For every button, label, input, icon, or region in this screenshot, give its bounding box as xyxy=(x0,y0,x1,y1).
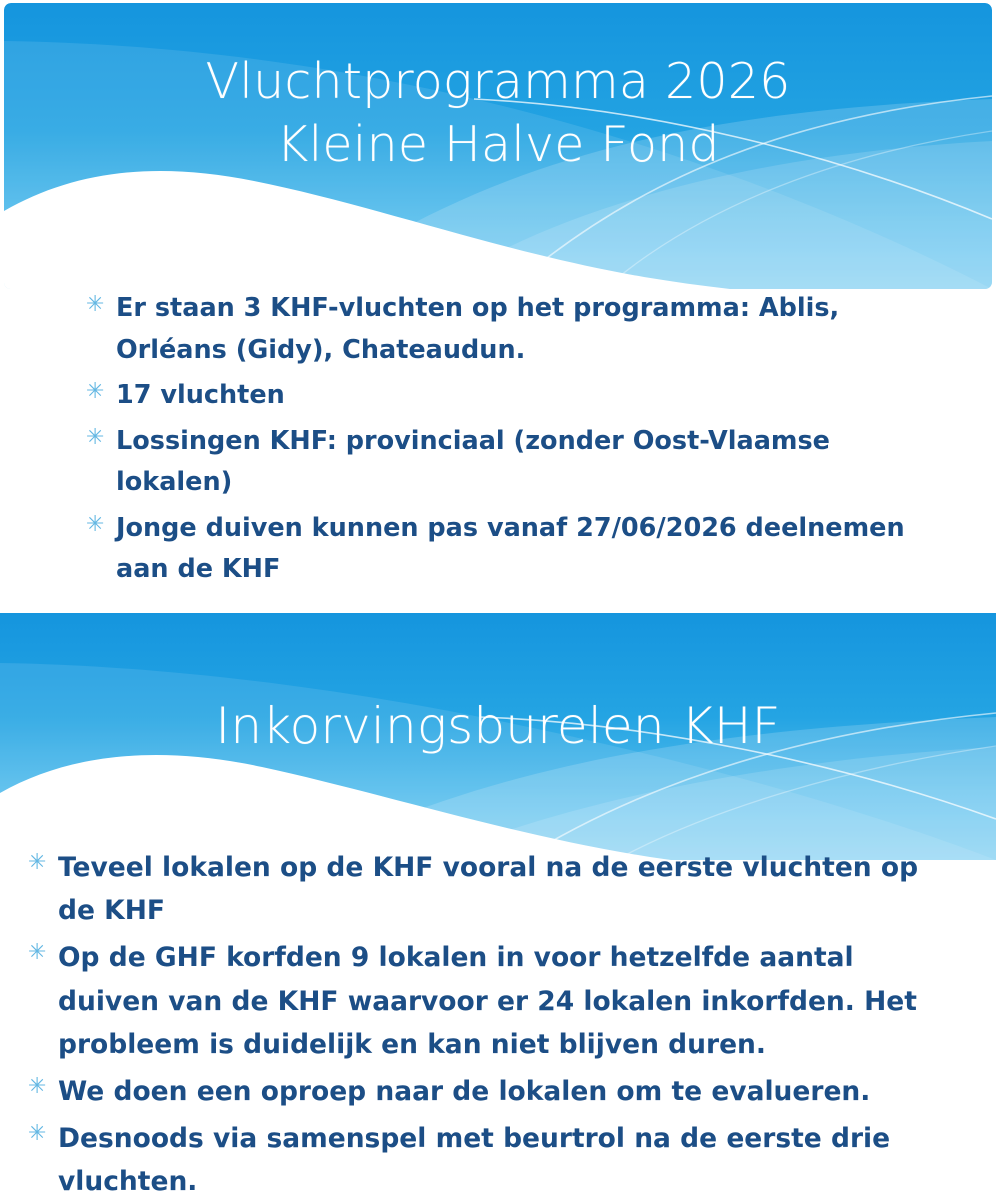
asterisk-bullet-icon: ✳ xyxy=(28,850,47,875)
asterisk-bullet-icon: ✳ xyxy=(86,424,105,450)
bullet-item xyxy=(28,846,958,932)
bullet-item xyxy=(86,421,916,504)
slide-1-title-line-2: Kleine Halve Fond xyxy=(276,115,720,173)
asterisk-bullet-icon: ✳ xyxy=(28,940,47,966)
wave-banner-graphic-1 xyxy=(4,3,992,289)
asterisk-bullet-icon: ✳ xyxy=(86,292,105,317)
bullet-item xyxy=(86,508,916,591)
asterisk-bullet-icon: ✳ xyxy=(86,511,105,537)
slide-1-bullet-list xyxy=(86,288,916,595)
slide-2-bullet-list xyxy=(28,846,958,1200)
wave-banner-graphic-2 xyxy=(0,613,996,860)
asterisk-bullet-icon: ✳ xyxy=(28,1121,47,1147)
bullet-item xyxy=(86,375,916,417)
bullet-item xyxy=(86,288,916,371)
bullet-text: We doen een oproep naar de lokalen om te evalueren. xyxy=(58,1075,871,1107)
bullet-text: Er staan 3 KHF-vluchten op het programma: Ablis, Orléans (Gidy), Chateaudun. xyxy=(116,293,840,365)
bullet-item xyxy=(28,1070,958,1113)
asterisk-bullet-icon: ✳ xyxy=(28,1073,47,1099)
slide-1-header-banner xyxy=(4,3,992,289)
bullet-text: Jonge duiven kunnen pas vanaf 27/06/2026 deelnemen aan de KHF xyxy=(116,512,905,585)
slide-2-title-line-1: Inkorvingsburelen KHF xyxy=(215,696,781,755)
bullet-text: 17 vluchten xyxy=(116,380,285,411)
slide-1-title-line-1: Vluchtprogramma 2026 xyxy=(205,52,791,110)
bullet-item xyxy=(28,936,958,1066)
bullet-text: Lossingen KHF: provinciaal (zonder Oost-Vlaamse lokalen) xyxy=(116,425,830,498)
slide-2-header-banner xyxy=(0,613,996,860)
bullet-item xyxy=(28,1117,958,1200)
slide-inkorvingsburelen-khf xyxy=(0,613,996,1200)
asterisk-bullet-icon: ✳ xyxy=(86,379,105,405)
bullet-text: Desnoods via samenspel met beurtrol na de eerste drie vluchten. xyxy=(58,1123,891,1198)
bullet-text: Op de GHF korfden 9 lokalen in voor hetzelfde aantal duiven van de KHF waarvoor er 24 lokalen inkorfden. Het probleem is duidelijk en kan niet blijven duren. xyxy=(58,942,917,1060)
bullet-text: Teveel lokalen op de KHF vooral na de eerste vluchten op de KHF xyxy=(58,852,919,927)
